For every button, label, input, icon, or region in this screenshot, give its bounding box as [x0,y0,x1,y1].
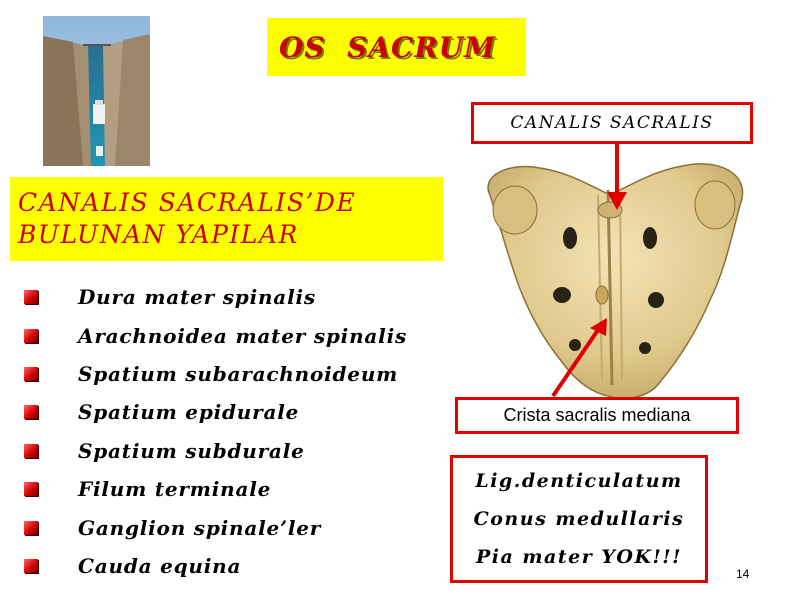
subtitle-line-2: BULUNAN YAPILAR [18,220,299,249]
info-line: Lig.denticulatum [475,470,683,492]
crista-arrow [553,330,598,396]
list-item: Ganglion spinale’ler [22,508,407,546]
canalis-arrow-head [607,192,627,210]
info-box [450,455,708,583]
list-item: Spatium epidurale [22,393,407,431]
info-line: Conus medullaris [473,508,685,530]
info-line: Pia mater YOK!!! [476,546,682,568]
list-item: Cauda equina [22,547,407,585]
list-item: Spatium subarachnoideum [22,355,407,393]
canalis-sacralis-label: CANALIS SACRALIS [471,102,753,144]
list-item: Arachnoidea mater spinalis [22,316,407,354]
crista-arrow-head [590,318,607,336]
list-item: Dura mater spinalis [22,278,407,316]
subtitle-line-1: CANALIS SACRALIS’DE [18,188,357,217]
page-title: OS SACRUM [279,30,497,64]
crista-sacralis-label: Crista sacralis mediana [455,397,739,434]
page-number: 14 [736,567,750,581]
list-item: Spatium subdurale [22,432,407,470]
list-item: Filum terminale [22,470,407,508]
